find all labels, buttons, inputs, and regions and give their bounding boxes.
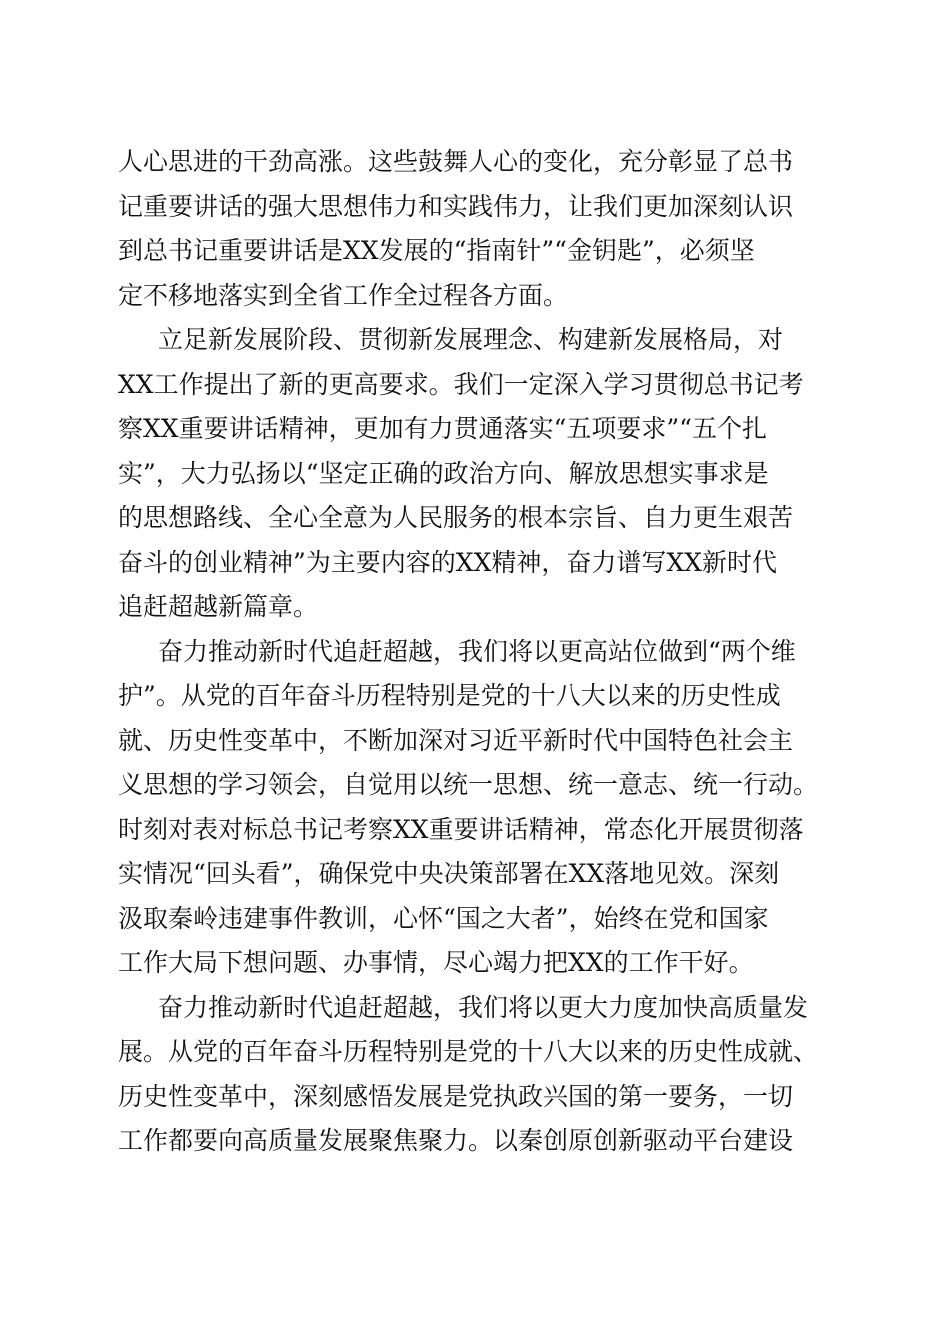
text-line: XX工作提出了新的更高要求。我们一定深入学习贯彻总书记考	[118, 369, 804, 399]
text-line: 到总书记重要讲话是XX发展的“指南针”“金钥匙”，必须坚	[118, 236, 755, 265]
text-line: 立足新发展阶段、贯彻新发展理念、构建新发展格局，对	[158, 325, 784, 354]
text-line: 实”，大力弘扬以“坚定正确的政治方向、解放思想实事求是	[118, 458, 769, 488]
paragraph-4	[118, 986, 838, 1164]
text-line: 义思想的学习领会，自觉用以统一思想、统一意志、统一行动。	[118, 770, 819, 799]
text-line: 奋斗的创业精神”为主要内容的XX精神，奋力谱写XX新时代	[118, 547, 777, 577]
document-body	[118, 140, 838, 1164]
text-line: 记重要讲话的强大思想伟力和实践伟力，让我们更加深刻认识	[118, 191, 794, 221]
paragraph-3	[118, 630, 838, 986]
text-line: 察XX重要讲话精神，更加有力贯通落实“五项要求”“五个扎	[118, 414, 767, 443]
text-line: 追赶超越新篇章。	[118, 592, 319, 621]
paragraph-1	[118, 140, 838, 318]
text-line: 时刻对表对标总书记考察XX重要讲话精神，常态化开展贯彻落	[118, 814, 804, 844]
text-line: 实情况“回头看”，确保党中央决策部署在XX落地见效。深刻	[118, 859, 780, 888]
text-line: 历史性变革中，深刻感悟发展是党执政兴国的第一要务，一切	[118, 1081, 794, 1111]
text-line: 就、历史性变革中，不断加深对习近平新时代中国特色社会主	[118, 725, 794, 755]
text-line: 定不移地落实到全省工作全过程各方面。	[118, 280, 569, 310]
text-line: 奋力推动新时代追赶超越，我们将以更大力度加快高质量发	[158, 992, 809, 1022]
text-line: 展。从党的百年奋斗历程特别是党的十八大以来的历史性成就、	[118, 1037, 819, 1066]
text-line: 的思想路线、全心全意为人民服务的根本宗旨、自力更生艰苦	[118, 503, 794, 532]
text-line: 奋力推动新时代追赶超越，我们将以更高站位做到“两个维	[158, 636, 796, 666]
text-line: 护”。从党的百年奋斗历程特别是党的十八大以来的历史性成	[118, 681, 781, 710]
text-line: 汲取秦岭违建事件教训，心怀“国之大者”，始终在党和国家	[118, 903, 769, 933]
text-line: 工作大局下想问题、办事情，尽心竭力把XX的工作干好。	[118, 948, 754, 977]
text-line: 工作都要向高质量发展聚焦聚力。以秦创原创新驱动平台建设	[118, 1126, 794, 1155]
paragraph-2	[118, 318, 838, 630]
text-line: 人心思进的干劲高涨。这些鼓舞人心的变化，充分彰显了总书	[118, 147, 794, 176]
